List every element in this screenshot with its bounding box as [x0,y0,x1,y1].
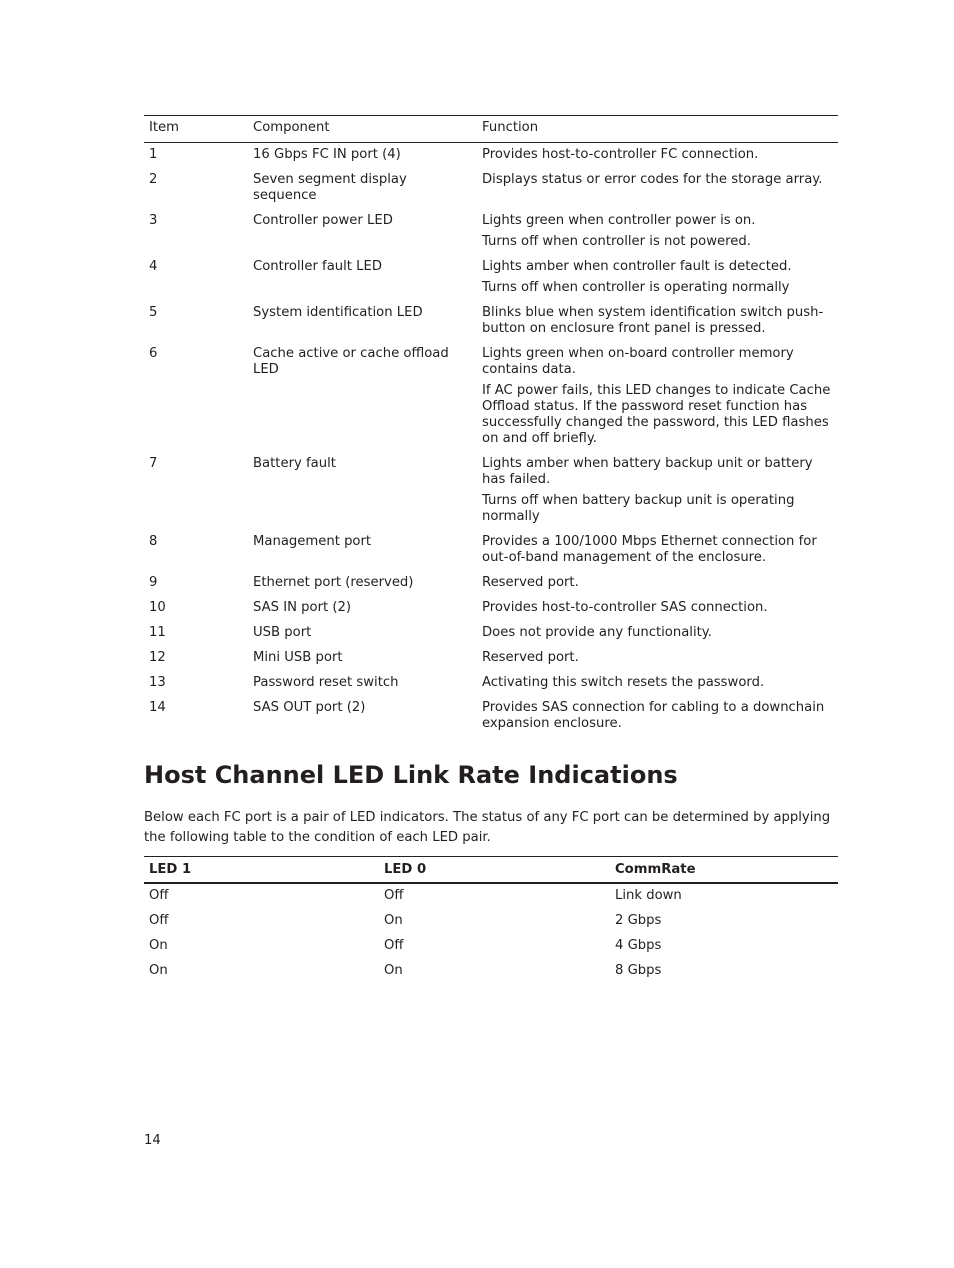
table-row [144,143,838,169]
item-number: 4 [149,259,158,274]
function-cell [477,143,838,169]
led-table [144,856,838,984]
header-function: Function [477,116,838,143]
table-row [144,342,838,452]
components-table [144,115,838,737]
item-number: 5 [149,305,158,320]
item-number: 14 [149,700,166,715]
led0-state: Off [384,888,404,903]
function-text: If AC power fails, this LED changes to indicate Cache Offload status. If the password reset function has successfully changed the password, this LED flashes on and off briefly. [482,383,831,446]
function-cell [477,530,838,571]
header-component: Component [248,116,477,143]
function-text: Blinks blue when system identification switch push-button on enclosure front panel is pressed. [482,305,824,336]
component-name: Controller power LED [253,213,393,228]
item-number: 11 [149,625,166,640]
function-text: Activating this switch resets the password. [482,675,765,690]
table-row [144,621,838,646]
header-led1: LED 1 [144,857,379,884]
table-row [144,909,838,934]
function-text: Lights green when controller power is on. [482,213,756,228]
component-name: Battery fault [253,456,336,471]
function-text: Lights amber when battery backup unit or battery has failed. [482,456,813,487]
function-text: Lights green when on-board controller memory contains data. [482,346,794,377]
component-name: Cache active or cache offload LED [253,346,449,377]
led1-state: Off [149,913,169,928]
led1-state: Off [149,888,169,903]
function-cell [477,696,838,737]
function-text: Provides host-to-controller SAS connection. [482,600,768,615]
function-text: Provides a 100/1000 Mbps Ethernet connection for out-of-band management of the enclosure. [482,534,817,565]
item-number: 7 [149,456,158,471]
table-row [144,209,838,255]
item-number: 9 [149,575,158,590]
function-text: Turns off when controller is not powered. [482,234,751,249]
table-row [144,959,838,984]
header-item: Item [144,116,248,143]
led-table-header [144,857,838,884]
function-cell [477,621,838,646]
function-cell [477,646,838,671]
function-cell [477,452,838,530]
header-commrate: CommRate [610,857,838,884]
led0-state: On [384,913,403,928]
item-number: 8 [149,534,158,549]
table-row [144,883,838,909]
component-name: SAS IN port (2) [253,600,352,615]
item-number: 2 [149,172,158,187]
item-number: 1 [149,147,158,162]
led-table-body [144,883,838,984]
function-text: Lights amber when controller fault is detected. [482,259,792,274]
component-name: Controller fault LED [253,259,383,274]
function-text: Turns off when battery backup unit is operating normally [482,493,795,524]
component-name: System identification LED [253,305,423,320]
section-intro: Below each FC port is a pair of LED indicators. The status of any FC port can be determined by applying the following table to the condition of each LED pair. [144,810,831,845]
function-cell [477,255,838,301]
function-cell [477,671,838,696]
component-name: USB port [253,625,312,640]
table-row [144,596,838,621]
commrate-value: 2 Gbps [615,913,662,928]
section-heading: Host Channel LED Link Rate Indications [144,761,678,789]
function-text: Provides SAS connection for cabling to a downchain expansion enclosure. [482,700,825,731]
table-row [144,255,838,301]
components-table-body [144,143,838,738]
table-row [144,301,838,342]
table-row [144,452,838,530]
component-name: SAS OUT port (2) [253,700,366,715]
function-cell [477,596,838,621]
commrate-value: 8 Gbps [615,963,662,978]
item-number: 3 [149,213,158,228]
table-row [144,934,838,959]
item-number: 12 [149,650,166,665]
function-text: Does not provide any functionality. [482,625,712,640]
led0-state: On [384,963,403,978]
item-number: 13 [149,675,166,690]
table-row [144,646,838,671]
function-cell [477,571,838,596]
table-row [144,671,838,696]
commrate-value: 4 Gbps [615,938,662,953]
function-cell [477,342,838,452]
function-cell [477,209,838,255]
table-row [144,696,838,737]
commrate-value: Link down [615,888,682,903]
function-cell [477,168,838,209]
component-name: 16 Gbps FC IN port (4) [253,147,401,162]
function-text: Displays status or error codes for the storage array. [482,172,823,187]
function-text: Reserved port. [482,650,579,665]
table-row [144,168,838,209]
item-number: 6 [149,346,158,361]
component-name: Password reset switch [253,675,399,690]
table-row [144,530,838,571]
item-number: 10 [149,600,166,615]
table-row [144,571,838,596]
led1-state: On [149,938,168,953]
component-name: Management port [253,534,372,549]
component-name: Seven segment display sequence [253,172,407,203]
components-table-header [144,116,838,143]
function-text: Reserved port. [482,575,579,590]
function-text: Provides host-to-controller FC connection. [482,147,759,162]
led1-state: On [149,963,168,978]
page-number: 14 [144,1133,161,1148]
function-text: Turns off when controller is operating normally [482,280,790,295]
function-cell [477,301,838,342]
led0-state: Off [384,938,404,953]
component-name: Mini USB port [253,650,343,665]
component-name: Ethernet port (reserved) [253,575,414,590]
header-led0: LED 0 [379,857,610,884]
